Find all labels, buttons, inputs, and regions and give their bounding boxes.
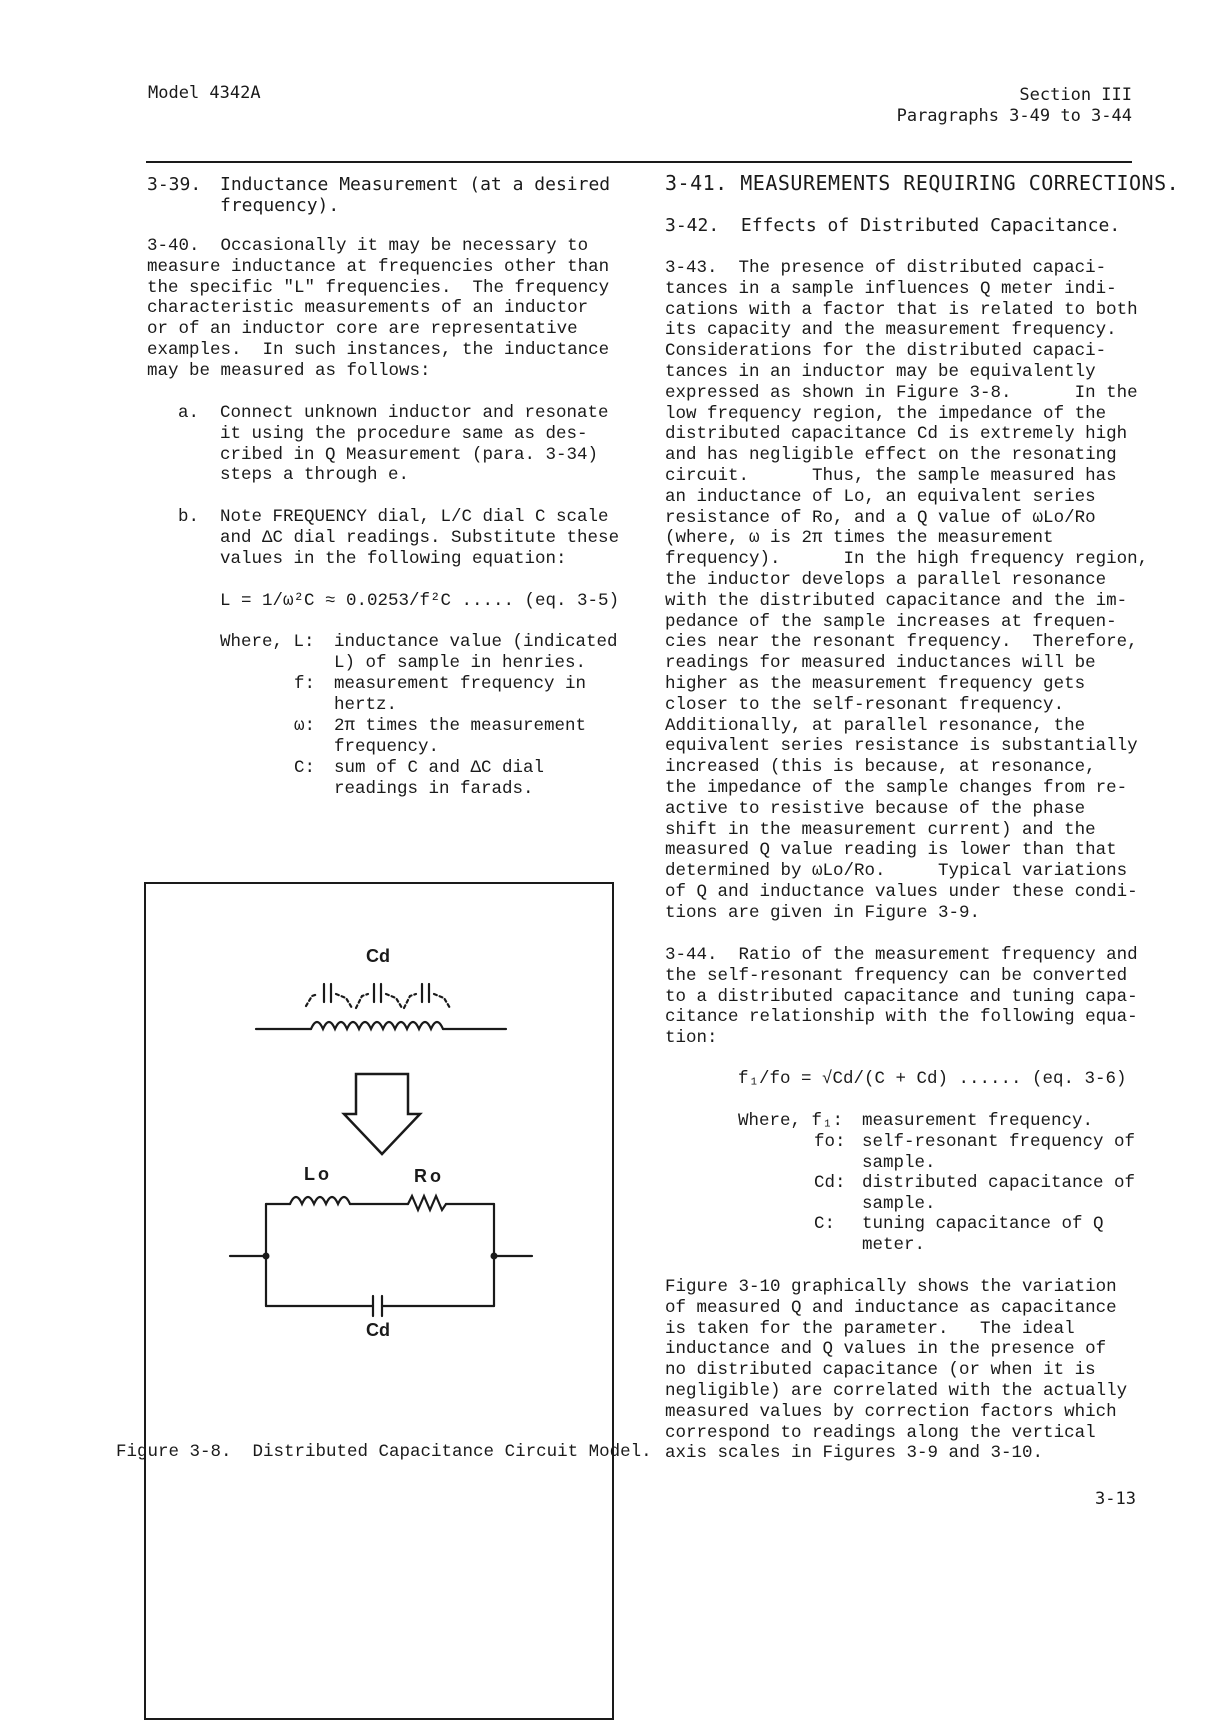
figure-3-8 (144, 882, 614, 1720)
paragraph-3-40 (147, 236, 609, 382)
def-symbol: fo: (814, 1132, 846, 1152)
text-line: values in the following equation: (220, 548, 567, 569)
text-line: cies near the resonant frequency. Therefore, (665, 632, 1138, 653)
equation-3-5: L = 1/ω²C ≈ 0.0253/f²C ..... (eq. 3-5) (220, 591, 620, 611)
text-line: of Q and inductance values under these condi- (665, 881, 1138, 902)
text-line: or of an inductor core are representative (147, 319, 578, 340)
def-symbol: ω: (294, 716, 316, 736)
page-number: 3-13 (1095, 1489, 1136, 1509)
section-label: Section III (1019, 85, 1132, 105)
text-line: the self-resonant frequency can be converted (665, 965, 1128, 986)
junction-dot (263, 1253, 270, 1260)
figure-caption: Figure 3-8. Distributed Capacitance Circuit Model. (116, 1442, 652, 1462)
text-line: Figure 3-10 graphically shows the variation (665, 1277, 1117, 1297)
inductor-coil (311, 1022, 443, 1029)
text-line: tion: (665, 1028, 718, 1049)
right-title: 3-41. MEASUREMENTS REQUIRING CORRECTIONS. (665, 171, 1180, 195)
equation-3-6: f₁/fo = √Cd/(C + Cd) ...... (eq. 3-6) (738, 1069, 1127, 1089)
definition-f (334, 674, 586, 716)
text-line: the specific "L" frequencies. The frequency (147, 277, 610, 298)
def-symbol: Cd: (814, 1173, 846, 1193)
definition-omega (334, 716, 586, 758)
text-line: Connect unknown inductor and resonate (220, 403, 609, 423)
resistor-ro (408, 1196, 446, 1210)
paragraphs-label: Paragraphs 3-49 to 3-44 (896, 106, 1132, 126)
cap-lead (356, 994, 368, 1008)
text-line: circuit. Thus, the sample measured has (665, 465, 1117, 486)
heading-number: 3-39. (147, 174, 202, 195)
text-line: sample. (862, 1193, 936, 1214)
definition-C (334, 758, 544, 800)
text-line: sum of C and ΔC dial (334, 758, 545, 778)
model-label: Model 4342A (148, 83, 261, 103)
where-label-2: Where, f₁: (738, 1111, 844, 1131)
text-line: tances in a sample influences Q meter indi- (665, 278, 1117, 299)
step-a-text (220, 403, 609, 486)
definition-cd (862, 1173, 1135, 1215)
def-symbol: C: (294, 758, 316, 778)
text-line: determined by ωLo/Ro. Typical variations (665, 861, 1128, 882)
text-line: measurement frequency in (334, 674, 587, 694)
text-line: L) of sample in henries. (334, 652, 587, 673)
text-line: steps a through e. (220, 465, 410, 486)
definition-L (334, 632, 618, 674)
text-line: distributed capacitance Cd is extremely high (665, 424, 1128, 445)
text-line: resistance of Ro, and a Q value of ωLo/Ro (665, 507, 1096, 528)
text-line: the inductor develops a parallel resonance (665, 569, 1107, 590)
text-line: to a distributed capacitance and tuning capa- (665, 986, 1138, 1007)
text-line: is taken for the parameter. The ideal (665, 1318, 1075, 1339)
text-line: may be measured as follows: (147, 360, 431, 381)
paragraph-3-44 (665, 945, 1138, 1049)
paragraph-figure-3-10 (665, 1277, 1127, 1464)
text-line: with the distributed capacitance and the im- (665, 590, 1128, 611)
step-b-label: b. (178, 507, 200, 527)
text-line: no distributed capacitance (or when it is (665, 1360, 1096, 1381)
text-line: characteristic measurements of an inductor (147, 298, 589, 319)
text-line: tions are given in Figure 3-9. (665, 902, 981, 923)
junction-dot (491, 1253, 498, 1260)
cap-lead (434, 994, 450, 1008)
label-ro: Ro (414, 1166, 444, 1186)
text-line: it using the procedure same as des- (220, 423, 588, 444)
text-line: of measured Q and inductance as capacitance (665, 1297, 1117, 1318)
text-line: the impedance of the sample changes from re- (665, 777, 1128, 798)
text-line: correspond to readings along the vertical (665, 1422, 1096, 1443)
text-line: readings for measured inductances will be (665, 653, 1096, 674)
text-line: hertz. (334, 694, 398, 715)
text-line: Note FREQUENCY dial, L/C dial C scale (220, 507, 609, 527)
down-arrow (344, 1074, 420, 1154)
text-line: 2π times the measurement (334, 716, 587, 736)
text-line: cations with a factor that is related to both (665, 299, 1138, 320)
text-line: pedance of the sample increases at frequen- (665, 611, 1117, 632)
text-line: low frequency region, the impedance of the (665, 403, 1107, 424)
def-symbol: C: (814, 1214, 836, 1234)
where-label: Where, L: (220, 632, 315, 652)
paragraph-3-43 (665, 258, 1148, 924)
step-a-label: a. (178, 403, 200, 423)
text-line: frequency). In the high frequency region, (665, 549, 1149, 570)
right-subtitle: 3-42. Effects of Distributed Capacitance. (665, 215, 1121, 236)
text-line: distributed capacitance of (862, 1173, 1136, 1193)
definition-c (862, 1214, 1104, 1256)
step-b-text (220, 507, 619, 569)
text-line: inductance value (indicated (334, 632, 618, 652)
text-line: Additionally, at parallel resonance, the (665, 715, 1086, 736)
text-line: axis scales in Figures 3-9 and 3-10. (665, 1443, 1044, 1464)
text-line: negligible) are correlated with the actually (665, 1380, 1128, 1401)
section-heading-line1: Inductance Measurement (at a desired (220, 174, 611, 195)
text-line: measurement frequency. (862, 1111, 1094, 1131)
def-symbol: f: (294, 674, 316, 694)
cap-lead (386, 994, 402, 1008)
cap-lead (306, 994, 318, 1006)
text-line: readings in farads. (334, 778, 534, 799)
header-rule (146, 161, 1132, 163)
text-line: examples. In such instances, the inductance (147, 339, 610, 360)
text-line: 3-43. The presence of distributed capaci- (665, 258, 1107, 278)
text-line: (where, ω is 2π times the measurement (665, 528, 1054, 549)
label-cd-top: Cd (366, 946, 390, 966)
text-line: closer to the self-resonant frequency. (665, 694, 1065, 715)
text-line: and has negligible effect on the resonating (665, 445, 1117, 466)
circuit-diagram (146, 884, 612, 1718)
text-line: and ΔC dial readings. Substitute these (220, 527, 620, 548)
text-line: measured values by correction factors which (665, 1401, 1117, 1422)
definition-f1 (862, 1111, 1093, 1132)
text-line: an inductance of Lo, an equivalent series (665, 486, 1096, 507)
label-lo: Lo (304, 1164, 332, 1184)
cap-lead (336, 994, 352, 1008)
inductor-lo (290, 1197, 350, 1204)
text-line: cribed in Q Measurement (para. 3-34) (220, 444, 599, 465)
text-line: sample. (862, 1152, 936, 1173)
text-line: frequency. (334, 736, 440, 757)
text-line: Considerations for the distributed capaci- (665, 341, 1107, 362)
text-line: measure inductance at frequencies other than (147, 256, 610, 277)
text-line: active to resistive because of the phase (665, 798, 1086, 819)
text-line: its capacity and the measurement frequency. (665, 320, 1117, 341)
text-line: equivalent series resistance is substantially (665, 736, 1138, 757)
definition-fo (862, 1132, 1135, 1174)
label-cd-bottom: Cd (366, 1320, 390, 1340)
text-line: meter. (862, 1234, 926, 1255)
text-line: measured Q value reading is lower than that (665, 840, 1117, 861)
cap-lead (404, 994, 416, 1008)
text-line: higher as the measurement frequency gets (665, 673, 1086, 694)
text-line: tuning capacitance of Q (862, 1214, 1104, 1234)
text-line: tances in an inductor may be equivalently (665, 361, 1096, 382)
text-line: expressed as shown in Figure 3-8. In the (665, 382, 1138, 403)
text-line: increased (this is because, at resonance, (665, 757, 1096, 778)
text-line: inductance and Q values in the presence of (665, 1339, 1107, 1360)
section-heading-line2: frequency). (220, 195, 340, 216)
text-line: 3-40. Occasionally it may be necessary to (147, 236, 589, 256)
text-line: shift in the measurement current) and the (665, 819, 1096, 840)
text-line: self-resonant frequency of (862, 1132, 1136, 1152)
text-line: citance relationship with the following equa- (665, 1007, 1138, 1028)
text-line: 3-44. Ratio of the measurement frequency and (665, 945, 1138, 965)
